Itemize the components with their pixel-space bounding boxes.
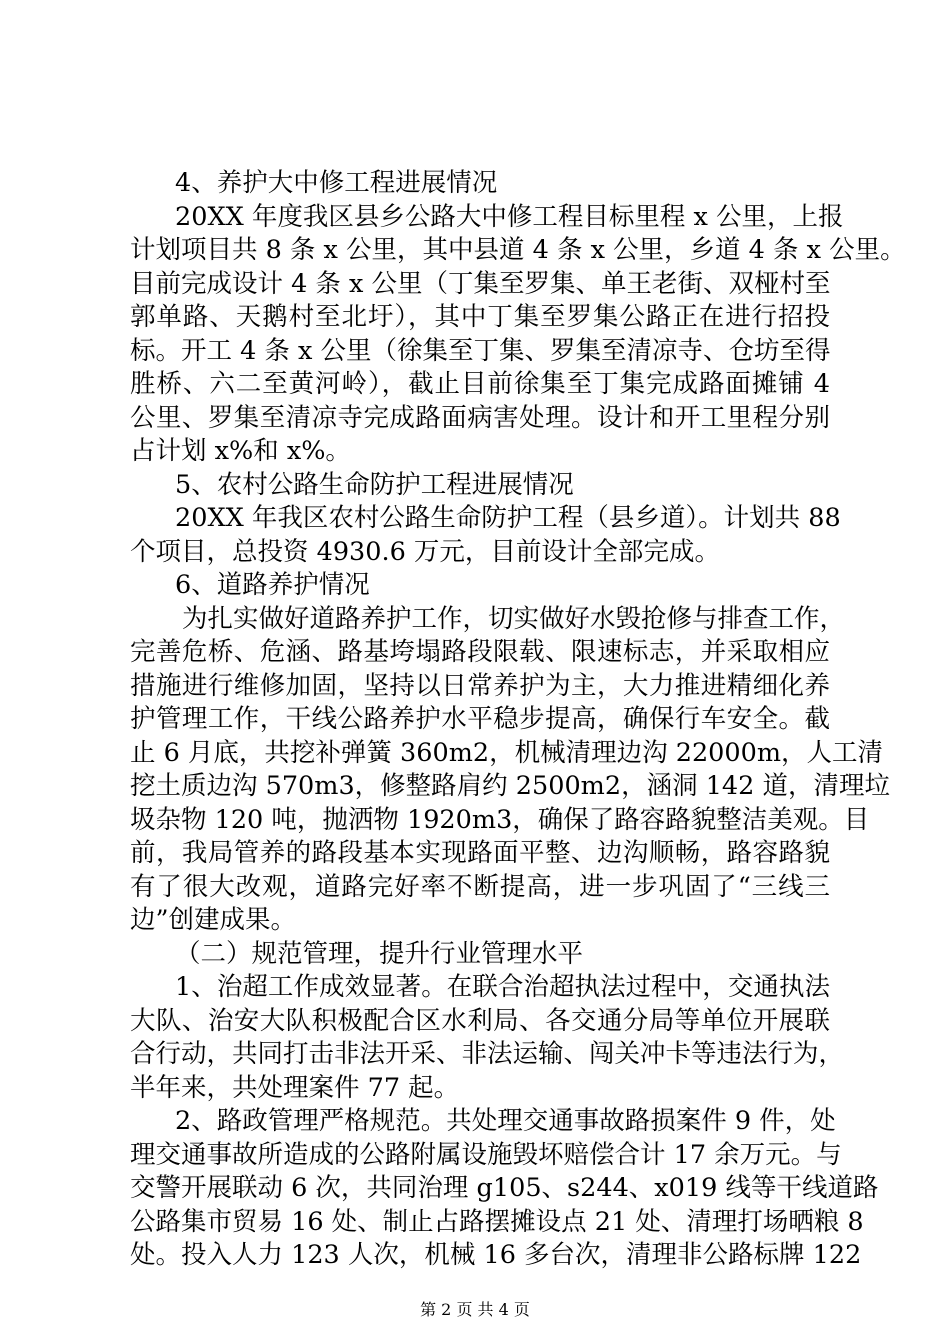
text-line: 1、治超工作成效显著。在联合治超执法过程中，交通执法 <box>175 972 830 1002</box>
text-line: 理交通事故所造成的公路附属设施毁坏赔偿合计 17 余万元。与 <box>130 1139 842 1170</box>
text-line: 目前完成设计 4 条 x 公里（丁集至罗集、单王老街、双桠村至 <box>130 268 831 299</box>
page-number: 第 2 页 共 4 页 <box>420 1300 530 1319</box>
text-line: 圾杂物 120 吨，抛洒物 1920m3，确保了路容路貌整洁美观。目 <box>130 804 870 835</box>
text-line: 护管理工作，干线公路养护水平稳步提高，确保行车安全。截 <box>130 704 830 734</box>
text-line: 20XX 年度我区县乡公路大中修工程目标里程 x 公里，上报 <box>175 201 844 232</box>
text-line: 计划项目共 8 条 x 公里，其中县道 4 条 x 公里，乡道 4 条 x 公里。 <box>130 235 906 265</box>
text-line: （二）规范管理，提升行业管理水平 <box>175 938 584 969</box>
page-footer <box>0 1300 950 1320</box>
text-line: 止 6 月底，共挖补弹簧 360m2，机械清理边沟 22000m，人工清 <box>130 737 884 768</box>
text-line: 2、路政管理严格规范。共处理交通事故路损案件 9 件，处 <box>175 1106 836 1136</box>
text-line: 20XX 年我区农村公路生命防护工程（县乡道）。计划共 88 <box>175 503 841 533</box>
text-line: 边”创建成果。 <box>130 905 297 935</box>
text-line: 公里、罗集至清凉寺完成路面病害处理。设计和开工里程分别 <box>130 402 830 433</box>
text-line: 交警开展联动 6 次，共同治理 g105、s244、x019 线等干线道路 <box>130 1173 879 1203</box>
text-line: 合行动，共同打击非法开采、非法运输、闯关冲卡等违法行为， <box>130 1039 845 1069</box>
text-line: 5、农村公路生命防护工程进展情况 <box>175 469 574 500</box>
text-line: 郭单路、天鹅村至北圩），其中丁集至罗集公路正在进行招投 <box>130 302 830 332</box>
text-line: 胜桥、六二至黄河岭），截止目前徐集至丁集完成路面摊铺 4 <box>130 369 830 399</box>
text-line: 6、道路养护情况 <box>175 570 370 600</box>
text-line: 标。开工 4 条 x 公里（徐集至丁集、罗集至清凉寺、仓坊至得 <box>130 335 831 366</box>
text-line: 公路集市贸易 16 处、制止占路摆摊设点 21 处、清理打场晒粮 8 <box>130 1206 864 1237</box>
text-line: 处。投入人力 123 人次，机械 16 多台次，清理非公路标牌 122 <box>130 1240 862 1270</box>
text-line: 个项目，总投资 4930.6 万元，目前设计全部完成。 <box>130 536 720 567</box>
text-line: 挖土质边沟 570m3，修整路肩约 2500m2，涵洞 142 道，清理垃 <box>130 771 890 801</box>
text-line: 半年来，共处理案件 77 起。 <box>130 1072 460 1103</box>
text-line: 完善危桥、危涵、路基垮塌路段限载、限速标志，并采取相应 <box>130 637 830 667</box>
text-line: 前，我局管养的路段基本实现路面平整、边沟顺畅，路容路貌 <box>130 838 830 868</box>
text-line: 大队、治安大队积极配合区水利局、各交通分局等单位开展联 <box>130 1005 830 1036</box>
text-line: 为扎实做好道路养护工作，切实做好水毁抢修与排查工作， <box>182 603 846 634</box>
document-body <box>130 167 906 1273</box>
text-line: 占计划 x%和 x%。 <box>130 436 351 466</box>
text-line: 4、养护大中修工程进展情况 <box>175 168 498 198</box>
text-line: 有了很大改观，道路完好率不断提高，进一步巩固了“三线三 <box>130 871 830 902</box>
text-line: 措施进行维修加固，坚持以日常养护为主，大力推进精细化养 <box>130 670 830 701</box>
